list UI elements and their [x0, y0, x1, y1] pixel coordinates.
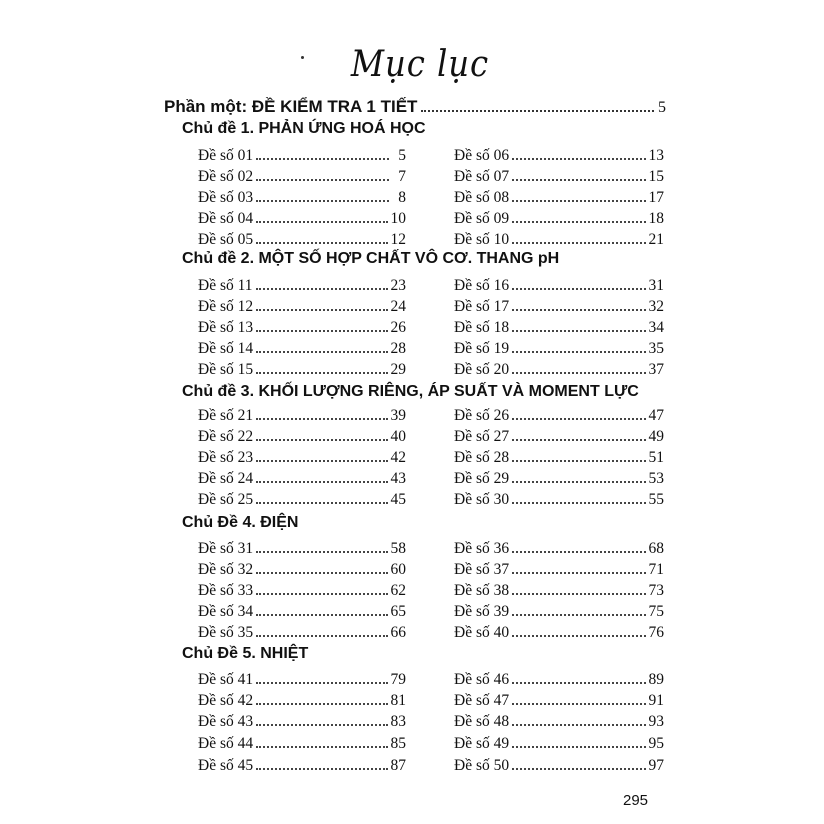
entry-label: Đề số 30	[454, 491, 510, 508]
entry-page: 85	[390, 735, 406, 752]
toc-entry[interactable]	[454, 359, 664, 380]
dot-leader	[256, 580, 387, 595]
dot-leader	[512, 405, 645, 420]
entry-page: 51	[648, 449, 664, 466]
toc-entry[interactable]	[198, 447, 406, 468]
entry-label: Đề số 35	[198, 624, 254, 641]
toc-entry[interactable]	[198, 296, 406, 317]
entry-label: Đề số 17	[454, 298, 510, 315]
entry-page: 35	[648, 340, 664, 357]
entry-label: Đề số 33	[198, 582, 254, 599]
entry-label: Đề số 21	[198, 407, 254, 424]
entry-label: Đề số 06	[454, 147, 510, 164]
entry-label: Đề số 04	[198, 210, 254, 227]
toc-entry[interactable]	[454, 468, 664, 489]
entry-label: Đề số 01	[198, 147, 254, 164]
entry-page: 62	[390, 582, 406, 599]
dot-leader	[256, 426, 387, 441]
entry-page: 68	[648, 540, 664, 557]
toc-entry[interactable]	[454, 208, 664, 229]
entry-page: 47	[648, 407, 664, 424]
topic-heading[interactable]: Chủ đề 3. KHỐI LƯỢNG RIÊNG, ÁP SUẤT VÀ MOMENT LỰC	[182, 383, 639, 400]
entry-label: Đề số 20	[454, 361, 510, 378]
dot-leader	[512, 359, 645, 374]
entry-label: Đề số 44	[198, 735, 254, 752]
entry-label: Đề số 41	[198, 671, 254, 688]
toc-entry[interactable]	[198, 669, 406, 690]
toc-entry[interactable]	[454, 489, 664, 510]
entry-page: 18	[648, 210, 664, 227]
toc-entry[interactable]	[198, 229, 406, 250]
dot-leader	[256, 187, 389, 202]
topic-heading[interactable]: Chủ Đề 5. NHIỆT	[182, 645, 309, 662]
toc-entry[interactable]	[454, 229, 664, 250]
entry-page: 66	[390, 624, 406, 641]
toc-entry[interactable]	[454, 538, 664, 559]
entry-page: 26	[390, 319, 406, 336]
toc-entry[interactable]	[198, 338, 406, 359]
topic-heading[interactable]: Chủ đề 2. MỘT SỐ HỢP CHẤT VÔ CƠ. THANG pH	[182, 250, 560, 267]
entry-label: Đề số 45	[198, 757, 254, 774]
entry-page: 31	[648, 277, 664, 294]
dot-leader	[512, 447, 645, 462]
entry-page: 32	[648, 298, 664, 315]
entry-label: Đề số 43	[198, 713, 254, 730]
entry-label: Đề số 10	[454, 231, 510, 248]
toc-entry[interactable]	[454, 405, 664, 426]
dot-leader	[512, 208, 645, 223]
dot-leader	[512, 229, 645, 244]
dot-leader	[256, 405, 387, 420]
entry-page: 87	[390, 757, 406, 774]
toc-entry[interactable]	[198, 538, 406, 559]
entry-label: Đề số 23	[198, 449, 254, 466]
entry-page: 17	[648, 189, 664, 206]
entry-page: 89	[648, 671, 664, 688]
dot-leader	[256, 559, 387, 574]
dot-leader	[512, 622, 645, 637]
toc-entry[interactable]	[454, 338, 664, 359]
part-heading[interactable]	[164, 96, 666, 122]
dot-leader	[256, 711, 387, 726]
entry-label: Đề số 25	[198, 491, 254, 508]
dot-leader	[512, 317, 645, 332]
entry-page: 58	[390, 540, 406, 557]
entry-label: Đề số 09	[454, 210, 510, 227]
entry-label: Đề số 37	[454, 561, 510, 578]
toc-entry[interactable]	[198, 489, 406, 510]
toc-entry[interactable]	[198, 405, 406, 426]
entry-label: Đề số 11	[198, 277, 253, 294]
entry-label: Đề số 18	[454, 319, 510, 336]
dot-leader	[512, 145, 645, 160]
entry-label: Đề số 26	[454, 407, 510, 424]
toc-entry[interactable]	[454, 580, 664, 601]
entry-label: Đề số 07	[454, 168, 510, 185]
toc-entry[interactable]	[454, 601, 664, 622]
toc-entry[interactable]	[198, 317, 406, 338]
entry-label: Đề số 42	[198, 692, 254, 709]
toc-entry[interactable]	[454, 166, 664, 187]
entry-page: 55	[648, 491, 664, 508]
toc-entry[interactable]	[198, 755, 406, 776]
toc-entry[interactable]	[454, 426, 664, 447]
entry-label: Đề số 34	[198, 603, 254, 620]
dot-leader	[512, 690, 645, 705]
dot-leader	[256, 622, 387, 637]
entry-page: 5	[398, 147, 406, 164]
entry-page: 76	[648, 624, 664, 641]
toc-entry[interactable]	[454, 711, 664, 732]
toc-entry[interactable]	[198, 426, 406, 447]
toc-entry[interactable]	[454, 559, 664, 580]
toc-entry[interactable]	[454, 145, 664, 166]
entry-label: Đề số 28	[454, 449, 510, 466]
toc-entry[interactable]	[198, 166, 406, 187]
toc-entry[interactable]	[454, 669, 664, 690]
dot-leader	[512, 538, 645, 553]
entry-page: 28	[390, 340, 406, 357]
toc-entry[interactable]	[198, 275, 406, 296]
dot-leader	[512, 733, 645, 748]
entry-page: 93	[648, 713, 664, 730]
topic-heading[interactable]: Chủ đề 1. PHẢN ỨNG HOÁ HỌC	[182, 120, 426, 137]
entry-label: Đề số 03	[198, 189, 254, 206]
entry-label: Đề số 38	[454, 582, 510, 599]
dot-leader	[512, 601, 645, 616]
dot-leader	[512, 580, 645, 595]
toc-entry[interactable]	[198, 601, 406, 622]
entry-label: Đề số 36	[454, 540, 510, 557]
part-page: 5	[658, 99, 666, 116]
page-title: Mục lục	[350, 44, 490, 85]
entry-page: 23	[390, 277, 406, 294]
dot-leader	[256, 208, 387, 223]
entry-page: 79	[390, 671, 406, 688]
entry-label: Đề số 39	[454, 603, 510, 620]
entry-label: Đề số 13	[198, 319, 254, 336]
dot-leader	[512, 426, 645, 441]
entry-page: 7	[398, 168, 406, 185]
dot-leader	[256, 145, 389, 160]
dot-leader	[256, 338, 387, 353]
dot-leader	[512, 559, 645, 574]
entry-page: 81	[390, 692, 406, 709]
entry-label: Đề số 32	[198, 561, 254, 578]
entry-label: Đề số 19	[454, 340, 510, 357]
toc-entry[interactable]	[198, 580, 406, 601]
entry-page: 10	[390, 210, 406, 227]
entry-label: Đề số 14	[198, 340, 254, 357]
toc-entry[interactable]	[454, 690, 664, 711]
dot-leader	[512, 669, 645, 684]
dot-leader	[256, 166, 389, 181]
part-label: Phần một: ĐỀ KIỂM TRA 1 TIẾT	[164, 97, 418, 116]
dot-leader	[512, 711, 645, 726]
toc-entry[interactable]	[454, 733, 664, 754]
dot-leader	[256, 296, 387, 311]
toc-entry[interactable]	[454, 296, 664, 317]
entry-page: 8	[398, 189, 406, 206]
entry-label: Đề số 12	[198, 298, 254, 315]
entry-page: 21	[648, 231, 664, 248]
ink-dot	[301, 56, 304, 59]
entry-page: 29	[390, 361, 406, 378]
dot-leader	[256, 468, 387, 483]
topic-heading[interactable]: Chủ Đề 4. ĐIỆN	[182, 514, 299, 531]
toc-entry[interactable]	[198, 690, 406, 711]
entry-page: 71	[648, 561, 664, 578]
dot-leader	[256, 690, 387, 705]
entry-page: 42	[390, 449, 406, 466]
entry-page: 37	[648, 361, 664, 378]
toc-entry[interactable]	[198, 359, 406, 380]
entry-label: Đề số 48	[454, 713, 510, 730]
entry-page: 65	[390, 603, 406, 620]
dot-leader	[256, 601, 387, 616]
entry-page: 40	[390, 428, 406, 445]
toc-entry[interactable]	[198, 733, 406, 754]
entry-label: Đề số 50	[454, 757, 510, 774]
dot-leader	[256, 489, 387, 504]
entry-page: 60	[390, 561, 406, 578]
dot-leader	[256, 447, 387, 462]
dot-leader	[256, 669, 387, 684]
page-number: 295	[623, 792, 649, 809]
dot-leader	[421, 96, 654, 112]
dot-leader	[512, 489, 645, 504]
entry-page: 75	[648, 603, 664, 620]
toc-entry[interactable]	[454, 622, 664, 643]
dot-leader	[256, 229, 387, 244]
toc-entry[interactable]	[198, 622, 406, 643]
toc-entry[interactable]	[454, 187, 664, 208]
dot-leader	[256, 275, 388, 290]
entry-label: Đề số 05	[198, 231, 254, 248]
entry-label: Đề số 46	[454, 671, 510, 688]
toc-entry[interactable]	[454, 755, 664, 776]
entry-label: Đề số 29	[454, 470, 510, 487]
entry-page: 53	[648, 470, 664, 487]
entry-page: 73	[648, 582, 664, 599]
entry-page: 95	[648, 735, 664, 752]
toc-entry[interactable]	[198, 468, 406, 489]
dot-leader	[256, 359, 387, 374]
dot-leader	[256, 733, 387, 748]
entry-label: Đề số 31	[198, 540, 254, 557]
entry-label: Đề số 22	[198, 428, 254, 445]
dot-leader	[512, 296, 645, 311]
toc-entry[interactable]	[198, 559, 406, 580]
toc-entry[interactable]	[454, 317, 664, 338]
entry-page: 97	[648, 757, 664, 774]
toc-entry[interactable]	[198, 145, 406, 166]
entry-page: 13	[648, 147, 664, 164]
dot-leader	[512, 468, 645, 483]
dot-leader	[512, 755, 645, 770]
toc-entry[interactable]	[198, 711, 406, 732]
dot-leader	[512, 187, 645, 202]
entry-page: 24	[390, 298, 406, 315]
entry-page: 39	[390, 407, 406, 424]
entry-label: Đề số 08	[454, 189, 510, 206]
toc-entry[interactable]	[198, 208, 406, 229]
toc-entry[interactable]	[198, 187, 406, 208]
entry-page: 43	[390, 470, 406, 487]
entry-page: 91	[648, 692, 664, 709]
entry-label: Đề số 47	[454, 692, 510, 709]
entry-page: 15	[648, 168, 664, 185]
entry-label: Đề số 49	[454, 735, 510, 752]
dot-leader	[256, 538, 387, 553]
entry-page: 49	[648, 428, 664, 445]
entry-page: 12	[390, 231, 406, 248]
entry-page: 83	[390, 713, 406, 730]
dot-leader	[512, 275, 645, 290]
toc-entry[interactable]	[454, 447, 664, 468]
entry-label: Đề số 16	[454, 277, 510, 294]
entry-label: Đề số 27	[454, 428, 510, 445]
dot-leader	[256, 755, 387, 770]
dot-leader	[512, 166, 645, 181]
entry-page: 45	[390, 491, 406, 508]
entry-page: 34	[648, 319, 664, 336]
entry-label: Đề số 02	[198, 168, 254, 185]
entry-label: Đề số 40	[454, 624, 510, 641]
entry-label: Đề số 15	[198, 361, 254, 378]
entry-label: Đề số 24	[198, 470, 254, 487]
dot-leader	[256, 317, 387, 332]
dot-leader	[512, 338, 645, 353]
toc-entry[interactable]	[454, 275, 664, 296]
